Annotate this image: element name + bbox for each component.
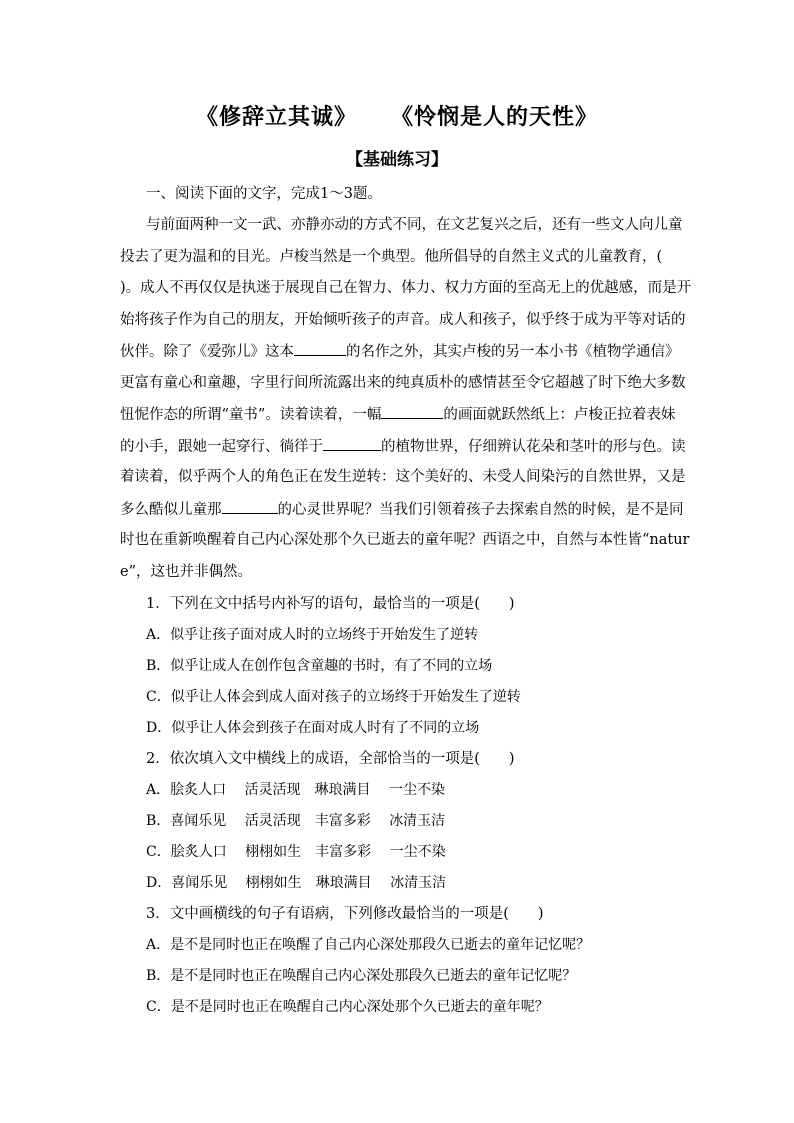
question-2-option-c: C．脍炙人口 栩栩如生 丰富多彩 一尘不染 <box>146 844 446 860</box>
fill-blank <box>323 436 381 451</box>
question-2-option-a: A．脍炙人口 活灵活现 琳琅满目 一尘不染 <box>146 782 446 798</box>
question-1-option-d: D．似乎让人体会到孩子在面对成人时有了不同的立场 <box>146 720 480 736</box>
question-3-option-c: C．是不是同时也正在唤醒自己内心深处那个久已逝去的童年呢？ <box>146 999 549 1015</box>
passage-text: 的画面就跃然纸上：卢梭正拉着表妹 <box>443 407 676 423</box>
question-2-option-d: D．喜闻乐见 栩栩如生 琳琅满目 冰清玉洁 <box>146 875 447 891</box>
fill-blank <box>294 341 346 356</box>
passage-line <box>120 341 680 362</box>
passage-line <box>120 436 686 457</box>
fill-blank <box>222 499 278 514</box>
passage-text: 多么酷似儿童那 <box>120 502 222 518</box>
passage-line <box>120 499 684 520</box>
passage-line: 与前面两种一文一武、亦静亦动的方式不同，在文艺复兴之后，还有一些文人向儿童 <box>146 217 683 233</box>
passage-text: 伙伴。除了《爱弥儿》这本 <box>120 344 294 360</box>
passage-line: 着读着，似乎两个人的角色正在发生逆转：这个美好的、未受人间染污的自然世界，又是 <box>120 469 686 485</box>
question-1-option-a: A．似乎让孩子面对成人时的立场终于开始发生了逆转 <box>146 627 479 643</box>
passage-line: )。成人不再仅仅是执迷于展现自己在智力、体力、权力方面的至高无上的优越感，而是开 <box>120 280 692 296</box>
passage-text: 的小手，跟她一起穿行、徜徉于 <box>120 439 323 455</box>
passage-text: 的植物世界，仔细辨认花朵和茎叶的形与色。读 <box>381 439 686 455</box>
passage-line: 时也在重新唤醒着自己内心深处那个久已逝去的童年呢？西语之中，自然与本性皆“natur <box>120 532 690 548</box>
title-part-2: 《怜悯是人的天性》 <box>391 104 599 130</box>
passage-line <box>120 404 675 425</box>
question-1-option-c: C．似乎让人体会到成人面对孩子的立场终于开始发生了逆转 <box>146 689 521 705</box>
passage-line: 始将孩子作为自己的朋友，开始倾听孩子的声音。成人和孩子，似乎终于成为平等对话的 <box>120 312 686 328</box>
question-1-option-b: B．似乎让成人在创作包含童趣的书时，有了不同的立场 <box>146 658 493 674</box>
section-heading: 【基础练习】 <box>346 150 448 170</box>
passage-line: 投去了更为温和的目光。卢梭当然是一个典型。他所倡导的自然主义式的儿童教育，( <box>120 249 663 265</box>
passage-text: 的名作之外，其实卢梭的另一本小书《植物学通信》 <box>346 344 680 360</box>
instruction-text: 一、阅读下面的文字，完成1～3题。 <box>146 186 382 202</box>
document-title <box>0 100 794 131</box>
question-3-stem: 3．文中画横线的句子有语病，下列修改最恰当的一项是( ) <box>146 906 544 922</box>
passage-line: e”，这也并非偶然。 <box>120 564 252 580</box>
fill-blank <box>381 404 443 419</box>
question-2-option-b: B．喜闻乐见 活灵活现 丰富多彩 冰清玉洁 <box>146 813 446 829</box>
title-part-1: 《修辞立其诚》 <box>195 104 357 130</box>
question-1-stem: 1．下列在文中括号内补写的语句，最恰当的一项是( ) <box>146 596 515 612</box>
question-3-option-a: A．是不是同时也正在唤醒了自己内心深处那段久已逝去的童年记忆呢？ <box>146 937 591 953</box>
passage-text: 忸怩作态的所谓“童书”。读着读着，一幅 <box>120 407 382 423</box>
passage-text: 的心灵世界呢？当我们引领着孩子去探索自然的时候，是不是同 <box>277 502 684 518</box>
passage-line: 更富有童心和童趣，字里行间所流露出来的纯真质朴的感情甚至令它超越了时下绝大多数 <box>120 375 686 391</box>
question-3-option-b: B．是不是同时也正在唤醒自己内心深处那段久已逝去的童年记忆呢？ <box>146 968 577 984</box>
question-2-stem: 2．依次填入文中横线上的成语，全部恰当的一项是( ) <box>146 751 515 767</box>
